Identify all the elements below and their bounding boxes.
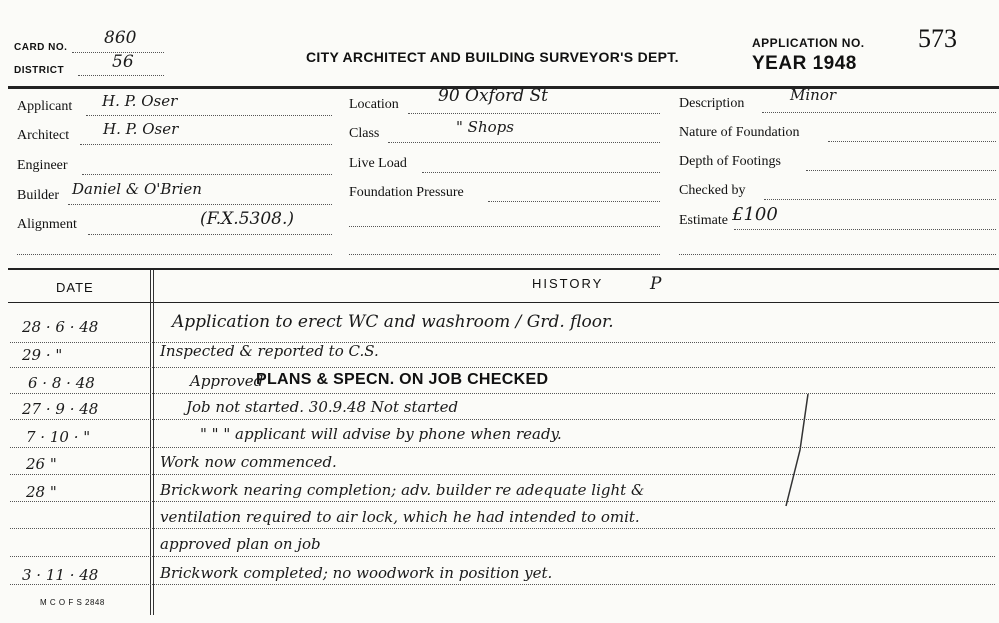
row-date: 28 · 6 · 48: [22, 318, 99, 336]
applicant-label: Applicant: [17, 99, 73, 114]
engineer-label: Engineer: [17, 158, 68, 173]
applicant-value: H. P. Oser: [102, 92, 178, 110]
date-column-divider-inner: [153, 270, 154, 615]
history-header-rule: [8, 302, 999, 303]
foundation-pressure-line: [488, 201, 660, 202]
row-entry: Inspected & reported to C.S.: [160, 342, 379, 360]
estimate-value: £100: [732, 204, 778, 225]
history-header: HISTORY: [532, 276, 604, 291]
card-no-value: 860: [104, 28, 137, 48]
description-line: [762, 112, 996, 113]
district-value: 56: [112, 52, 134, 72]
class-label: Class: [349, 126, 380, 141]
row-entry: Work now commenced.: [160, 453, 337, 471]
builder-value: Daniel & O'Brien: [72, 180, 202, 198]
row-line: [10, 584, 995, 585]
depth-of-footings-label: Depth of Footings: [679, 154, 781, 169]
row-entry: Brickwork nearing completion; adv. builder re adequate light &: [160, 481, 645, 499]
year-label: YEAR 1948: [752, 53, 857, 74]
class-line: [388, 142, 660, 143]
architect-line: [80, 144, 332, 145]
row-date: 27 · 9 · 48: [22, 400, 99, 418]
row-line: [10, 474, 995, 475]
location-value: 90 Oxford St: [438, 86, 548, 106]
row-line: [10, 501, 995, 502]
mid-extra-line-1: [349, 226, 660, 227]
checked-by-line: [764, 199, 996, 200]
nature-of-foundation-label: Nature of Foundation: [679, 125, 800, 140]
application-no-value: 573: [918, 24, 957, 53]
location-line: [408, 113, 660, 114]
application-no-label: APPLICATION NO.: [752, 36, 865, 50]
row-entry: Brickwork completed; no woodwork in position yet.: [160, 564, 553, 582]
description-value: Minor: [790, 86, 837, 104]
history-top-rule: [8, 268, 999, 270]
live-load-label: Live Load: [349, 156, 407, 171]
date-column-divider: [150, 270, 151, 615]
engineer-line: [82, 174, 332, 175]
form-code: M C O F S 2848: [40, 598, 105, 607]
card-no-label: CARD NO.: [14, 42, 68, 53]
row-entry: approved plan on job: [160, 535, 321, 553]
row-date: 28 ": [26, 483, 57, 501]
builder-label: Builder: [17, 188, 59, 203]
checked-by-label: Checked by: [679, 183, 746, 198]
class-value: " Shops: [456, 118, 514, 136]
depth-of-footings-line: [806, 170, 996, 171]
row-entry: ventilation required to air lock, which he had intended to omit.: [160, 508, 640, 526]
row-date: 7 · 10 · ": [26, 428, 91, 446]
description-label: Description: [679, 96, 745, 111]
builder-line: [68, 204, 332, 205]
plans-checked-stamp: PLANS & SPECN. ON JOB CHECKED: [256, 371, 549, 388]
row-line: [10, 367, 995, 368]
row-line: [10, 447, 995, 448]
architect-label: Architect: [17, 128, 70, 143]
row-line: [10, 556, 995, 557]
estimate-label: Estimate: [679, 213, 728, 228]
row-date: 29 · ": [22, 346, 63, 364]
district-line: [78, 75, 164, 76]
row-date: 6 · 8 · 48: [28, 374, 95, 392]
applicant-line: [86, 115, 332, 116]
alignment-label: Alignment: [17, 217, 77, 232]
location-label: Location: [349, 97, 399, 112]
date-header: DATE: [56, 280, 94, 295]
row-line: [10, 342, 995, 343]
row-entry: Approved: [190, 372, 264, 390]
live-load-line: [422, 172, 660, 173]
department-title: CITY ARCHITECT AND BUILDING SURVEYOR'S DEPT.: [306, 49, 679, 65]
row-entry: Application to erect WC and washroom / Grd. floor.: [172, 312, 614, 332]
row-entry: Job not started. 30.9.48 Not started: [186, 398, 459, 416]
mid-extra-line-2: [349, 254, 660, 255]
district-label: DISTRICT: [14, 65, 65, 76]
architect-value: H. P. Oser: [103, 120, 179, 138]
history-mark: P: [650, 274, 662, 294]
alignment-value: (F.X.5308.): [200, 209, 294, 229]
foundation-pressure-label: Foundation Pressure: [349, 185, 464, 200]
row-line: [10, 393, 995, 394]
row-line: [10, 419, 995, 420]
row-line: [10, 528, 995, 529]
row-entry: " " " applicant will advise by phone when ready.: [200, 425, 562, 443]
alignment-line: [88, 234, 332, 235]
nature-of-foundation-line: [828, 141, 996, 142]
right-extra-line: [679, 254, 996, 255]
row-date: 26 ": [26, 455, 57, 473]
row-date: 3 · 11 · 48: [22, 566, 99, 584]
left-extra-line: [17, 254, 332, 255]
estimate-line: [734, 229, 996, 230]
pencil-stroke-mark: [760, 390, 820, 510]
